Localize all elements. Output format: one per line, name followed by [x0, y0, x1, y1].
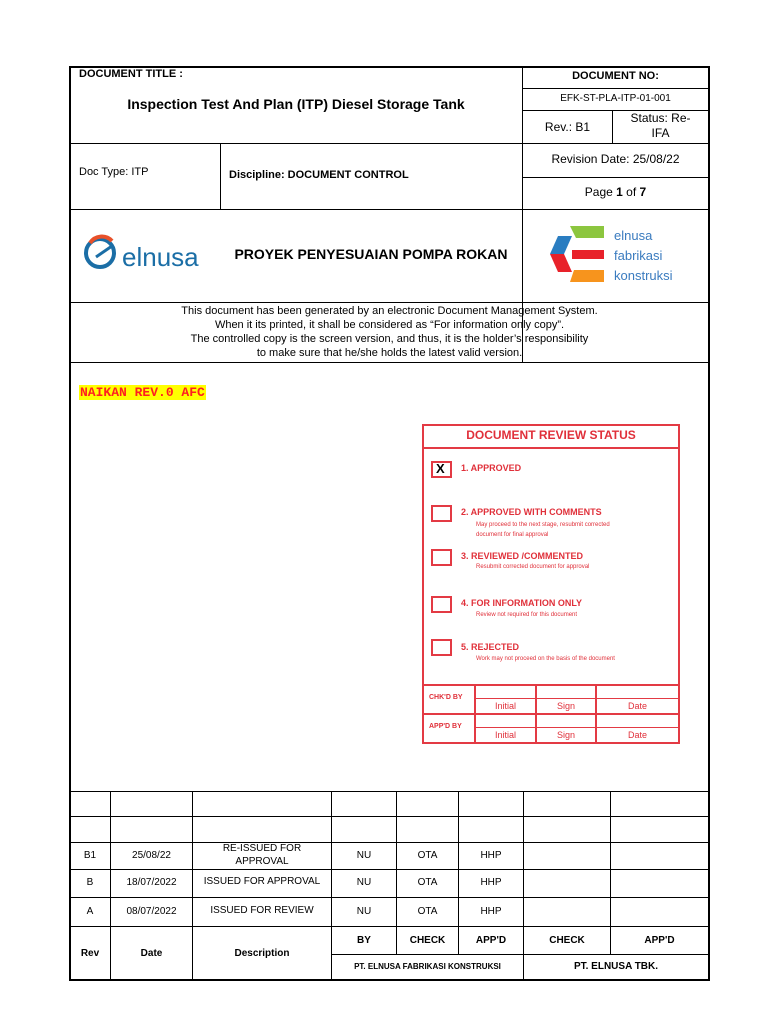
option-4-label: 4. FOR INFORMATION ONLY — [461, 598, 583, 608]
option-2-label: 2. APPROVED WITH COMMENTS — [461, 507, 602, 517]
doc-type: Doc Type: ITP — [79, 166, 149, 178]
option-5-note: Work may not proceed on the basis of the document — [476, 656, 615, 662]
frame-bottom — [69, 979, 710, 981]
approved-mark: X — [436, 461, 445, 476]
option-2-note: May proceed to the next stage, resubmit corrected document for final approval — [476, 522, 610, 538]
option-4-note: Review not required for this document — [476, 612, 578, 618]
table-row: B1 25/08/22 RE-ISSUED FOR APPROVAL NU OTA HHP — [83, 843, 502, 867]
doc-no-label: DOCUMENT NO: — [572, 70, 659, 82]
option-3-note: Resubmit corrected document for approval — [476, 564, 590, 570]
col-header-rev: Rev — [80, 948, 100, 959]
table-row: A 08/07/2022 ISSUED FOR REVIEW NU OTA HHP — [86, 905, 502, 917]
option-2-checkbox[interactable] — [431, 505, 452, 522]
notice-text: This document has been generated by an electronic Document Management System. When it its printed, it shall be considered as “For information only copy”. The controlled copy is the screen version, and thus, it is the holder’s responsibility to make sure that he/she holds the latest valid version. — [181, 305, 598, 359]
page-counter: Page 1 of 7 — [584, 185, 647, 199]
elnusa-logo-text: elnusa — [122, 242, 199, 272]
revision-date: Revision Date: 25/08/22 — [551, 152, 680, 166]
option-1-label: 1. APPROVED — [461, 463, 522, 473]
appd-date-label: Date — [627, 730, 647, 740]
col-header-description: Description — [234, 948, 290, 959]
chkd-initial-label: Initial — [494, 701, 516, 711]
appd-initial-label: Initial — [494, 730, 516, 740]
table-row: B 18/07/2022 ISSUED FOR APPROVAL NU OTA HHP — [86, 876, 502, 888]
col-header-date: Date — [140, 948, 163, 959]
appd-sign-label: Sign — [556, 730, 575, 740]
discipline: Discipline: DOCUMENT CONTROL — [229, 169, 409, 181]
col-header-by: BY — [357, 935, 371, 946]
option-5-checkbox[interactable] — [431, 639, 452, 656]
doc-title-label: DOCUMENT TITLE : — [79, 68, 183, 80]
company-efk: PT. ELNUSA FABRIKASI KONSTRUKSI — [354, 962, 501, 971]
chkd-by-label: CHK'D BY — [429, 694, 463, 701]
doc-title: Inspection Test And Plan (ITP) Diesel Storage Tank — [127, 96, 465, 112]
chkd-date-label: Date — [627, 701, 647, 711]
option-5-label: 5. REJECTED — [461, 642, 520, 652]
efk-logo — [550, 224, 690, 286]
col-header-check-2: CHECK — [549, 935, 585, 946]
col-header-appd-2: APP'D — [644, 935, 675, 946]
revision-note-highlight: NAIKAN REV.0 AFC — [80, 385, 205, 400]
efk-logo-text: elnusa fabrikasi konstruksi — [614, 228, 673, 283]
option-4-checkbox[interactable] — [431, 596, 452, 613]
col-header-appd: APP'D — [475, 935, 507, 946]
stamp-title: DOCUMENT REVIEW STATUS — [466, 428, 636, 442]
rev-field: Rev.: B1 — [544, 120, 591, 134]
appd-by-label: APP'D BY — [429, 723, 462, 730]
project-title: PROYEK PENYESUAIAN POMPA ROKAN — [234, 246, 508, 262]
efk-logo-icon — [550, 226, 604, 282]
col-header-check: CHECK — [409, 935, 446, 946]
doc-no: EFK-ST-PLA-ITP-01-001 — [560, 93, 671, 104]
elnusa-logo — [82, 228, 212, 278]
option-3-label: 3. REVIEWED /COMMENTED — [461, 551, 584, 561]
chkd-sign-label: Sign — [556, 701, 575, 711]
company-elnusa: PT. ELNUSA TBK. — [573, 961, 659, 972]
status-field: Status: Re- IFA — [630, 111, 691, 140]
option-3-checkbox[interactable] — [431, 549, 452, 566]
